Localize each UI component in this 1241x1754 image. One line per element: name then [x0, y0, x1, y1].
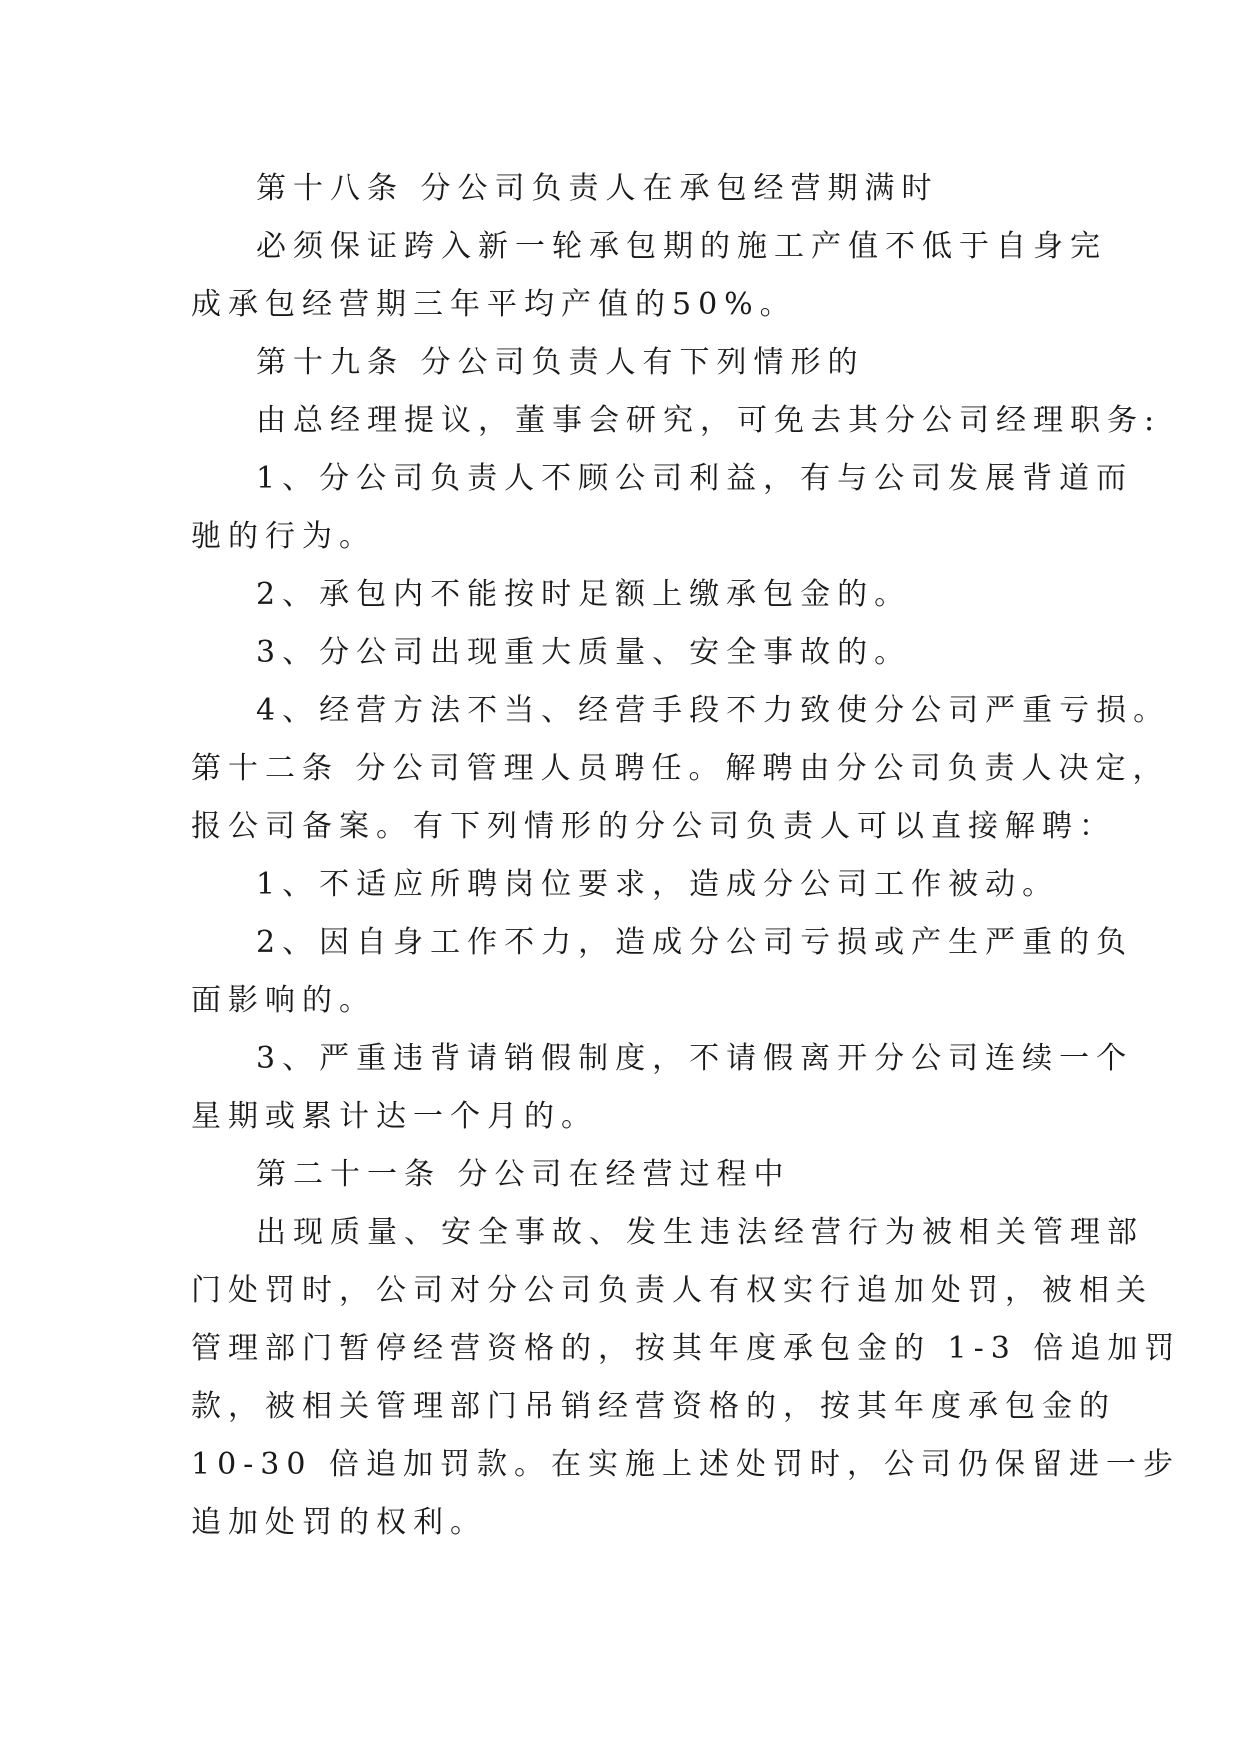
paragraph-line: 追加处罚的权利。: [191, 1505, 487, 1540]
paragraph-line: 驰的行为。: [191, 519, 376, 554]
paragraph-line: 面影响的。: [191, 983, 376, 1018]
article-18-heading: 第十八条 分公司负责人在承包经营期满时: [256, 171, 939, 206]
paragraph-line: 10-30 倍追加罚款。在实施上述处罚时，公司仍保留进一步: [191, 1447, 1181, 1482]
list-item: 2、因自身工作不力，造成分公司亏损或产生严重的负: [256, 925, 1134, 960]
paragraph-line: 星期或累计达一个月的。: [191, 1099, 598, 1134]
list-item: 3、分公司出现重大质量、安全事故的。: [256, 635, 912, 670]
paragraph-line: 报公司备案。有下列情形的分公司负责人可以直接解聘：: [191, 809, 1116, 844]
list-item: 1、不适应所聘岗位要求，造成分公司工作被动。: [256, 867, 1060, 902]
list-item: 1、分公司负责人不顾公司利益，有与公司发展背道而: [256, 461, 1134, 496]
paragraph-line: 出现质量、安全事故、发生违法经营行为被相关管理部: [256, 1215, 1144, 1250]
document-body: [191, 160, 1182, 1552]
paragraph-line: 必须保证跨入新一轮承包期的施工产值不低于自身完: [256, 229, 1107, 264]
paragraph-line: 由总经理提议，董事会研究，可免去其分公司经理职务:: [256, 403, 1162, 438]
article-21-heading: 第二十一条 分公司在经营过程中: [256, 1157, 791, 1192]
article-12-heading: 第十二条 分公司管理人员聘任。解聘由分公司负责人决定，: [191, 751, 1170, 786]
paragraph-line: 成承包经营期三年平均产值的50%。: [191, 287, 797, 322]
list-item: 4、经营方法不当、经营手段不力致使分公司严重亏损。: [256, 693, 1171, 728]
list-item: 2、承包内不能按时足额上缴承包金的。: [256, 577, 912, 612]
paragraph-line: 款，被相关管理部门吊销经营资格的，按其年度承包金的: [191, 1389, 1116, 1424]
list-item: 3、严重违背请销假制度，不请假离开分公司连续一个: [256, 1041, 1134, 1076]
article-19-heading: 第十九条 分公司负责人有下列情形的: [256, 345, 865, 380]
paragraph-line: 管理部门暂停经营资格的，按其年度承包金的 1-3 倍追加罚: [191, 1331, 1182, 1366]
paragraph-line: 门处罚时，公司对分公司负责人有权实行追加处罚，被相关: [191, 1273, 1153, 1308]
